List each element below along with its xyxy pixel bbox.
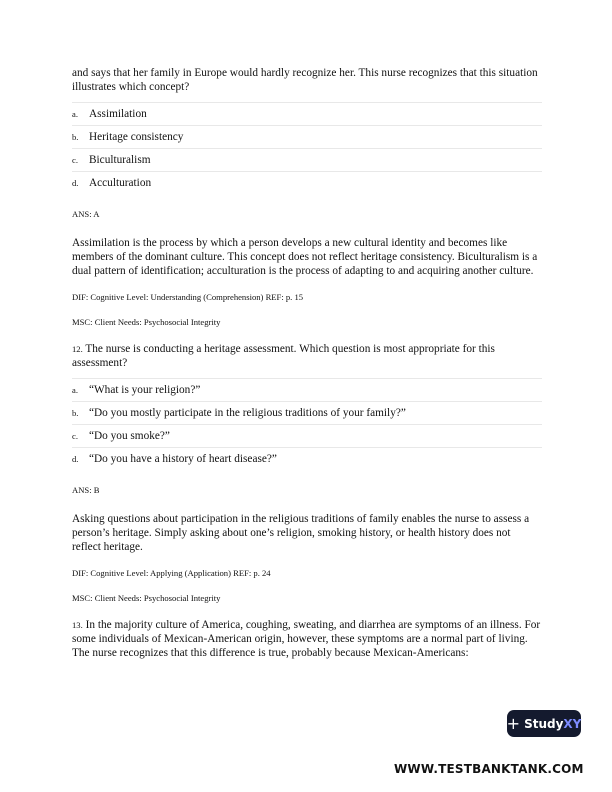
question-11-options (72, 102, 542, 195)
option-text: Acculturation (89, 177, 152, 189)
option-b (72, 126, 542, 149)
option-letter: a. (72, 109, 78, 119)
option-text: “Do you smoke?” (89, 430, 170, 442)
document-page (72, 66, 542, 660)
option-d (72, 448, 542, 471)
client-needs: MSC: Client Needs: Psychosocial Integrity (72, 593, 221, 603)
question-text: In the majority culture of America, coughing, sweating, and diarrhea are symptoms of an illness. For some individuals of Mexican-American origin, however, these symptoms are a normal part of living. The nurse recognizes that this difference is true, probably because Mexican-Americans: (72, 619, 541, 659)
option-text: Heritage consistency (89, 131, 184, 143)
option-text: Biculturalism (89, 154, 151, 166)
answer-key: ANS: A (72, 209, 100, 219)
difficulty-reference: DIF: Cognitive Level: Understanding (Comprehension) REF: p. 15 (72, 292, 304, 302)
difficulty-reference: DIF: Cognitive Level: Applying (Application) REF: p. 24 (72, 568, 271, 578)
option-a (72, 103, 542, 126)
rationale: Asking questions about participation in the religious traditions of family enables the nurse to assess a person’s heritage. Simply asking about one’s religion, smoking history, or health history does not reflect heritage. (72, 513, 530, 553)
question-text: The nurse is conducting a heritage assessment. Which question is most appropriate for this assessment? (72, 343, 495, 369)
option-text: “Do you mostly participate in the religious traditions of your family?” (89, 407, 406, 419)
option-text: “What is your religion?” (89, 384, 201, 396)
option-letter: b. (72, 408, 79, 418)
question-12-stem (72, 342, 542, 370)
brand-main: Study (524, 716, 564, 731)
option-letter: c. (72, 155, 78, 165)
option-a (72, 379, 542, 402)
sparkle-icon: + (506, 713, 521, 733)
question-number: 12. (72, 344, 83, 354)
option-text: “Do you have a history of heart disease?” (89, 453, 277, 465)
option-d (72, 172, 542, 195)
client-needs: MSC: Client Needs: Psychosocial Integrity (72, 317, 221, 327)
option-c (72, 425, 542, 448)
question-13-stem (72, 618, 542, 660)
question-number: 13. (72, 620, 83, 630)
answer-key: ANS: B (72, 485, 100, 495)
option-b (72, 402, 542, 425)
question-11-stem: and says that her family in Europe would hardly recognize her. This nurse recognizes that this situation illustrates which concept? (72, 67, 538, 93)
option-letter: d. (72, 178, 79, 188)
option-letter: d. (72, 454, 79, 464)
option-c (72, 149, 542, 172)
option-letter: a. (72, 385, 78, 395)
rationale: Assimilation is the process by which a person develops a new cultural identity and becomes like members of the dominant culture. This concept does not reflect heritage consistency. Biculturalism is a dual pattern of identification; acculturation is the process of adapting to and acquiring another culture. (72, 237, 538, 277)
brand-accent: XY (563, 716, 582, 731)
question-12-options (72, 378, 542, 471)
option-text: Assimilation (89, 108, 147, 120)
option-letter: b. (72, 132, 79, 142)
footer-site: WWW.TESTBANKTANK.COM (394, 762, 584, 776)
studyxy-badge[interactable] (507, 710, 581, 737)
option-letter: c. (72, 431, 78, 441)
